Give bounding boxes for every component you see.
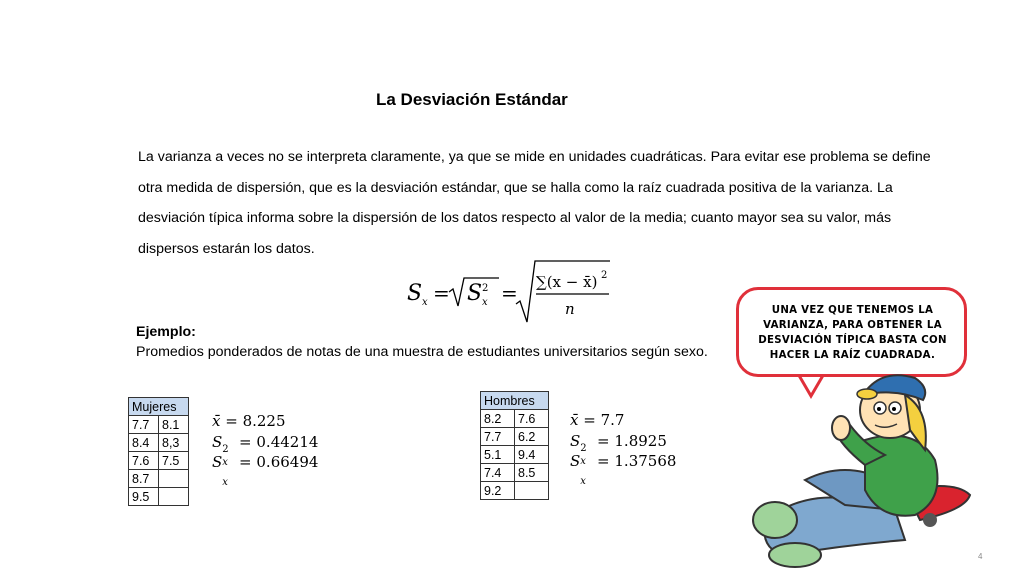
table-cell: 9.4: [515, 446, 549, 464]
women-sd: S x = 0.66494: [212, 453, 319, 488]
women-sd-value: 0.66494: [256, 453, 319, 471]
table-cell: 8.2: [481, 410, 515, 428]
body-paragraph: La varianza a veces no se interpreta claramente, ya que se mide en unidades cuadráticas. Para evitar ese problema se define otra medida de dispersión, que es la desviación estándar, que se halla como la raíz cuadrada positiva de la varianza. La desviación típica informa sobre la dispersión de los datos respecto al valor de la media; cuanto mayor sea su valor, más dispersos estarán los datos.: [138, 149, 931, 257]
table-cell: 8.4: [129, 434, 159, 452]
table-cell: [159, 470, 189, 488]
table-cell: 7.6: [515, 410, 549, 428]
table-cell: 7.4: [481, 464, 515, 482]
formula-eq-1: =: [433, 281, 450, 305]
formula-denominator: n: [565, 300, 575, 318]
table-row: [129, 434, 189, 452]
women-table: [128, 397, 189, 506]
table-row: [481, 464, 549, 482]
formula-eq-2: =: [501, 281, 518, 305]
women-variance: S 2 x = 0.44214: [212, 432, 319, 468]
men-mean-value: 7.7: [600, 411, 625, 429]
table-row: [481, 446, 549, 464]
table-row: [129, 452, 189, 470]
table-cell: 8.1: [159, 416, 189, 434]
table-cell: 8.7: [129, 470, 159, 488]
table-cell: 9.5: [129, 488, 159, 506]
formula-root-sup: 2: [482, 283, 489, 294]
women-variance-value: 0.44214: [256, 432, 319, 451]
table-row: [129, 416, 189, 434]
table-cell: 5.1: [481, 446, 515, 464]
table-row: [129, 488, 189, 506]
cartoon-boy-illustration: [745, 370, 983, 570]
table-cell: [159, 488, 189, 506]
table-cell: 7.7: [129, 416, 159, 434]
table-cell: [515, 482, 549, 500]
table-row: [129, 470, 189, 488]
example-text: Promedios ponderados de notas de una muestra de estudiantes universitarios según sexo.: [136, 344, 708, 360]
slide-number: 4: [978, 552, 983, 561]
table-cell: 7.6: [129, 452, 159, 470]
men-variance: S 2 x = 1.8925: [570, 431, 667, 467]
men-variance-value: 1.8925: [614, 431, 667, 450]
women-table-header: Mujeres: [129, 398, 189, 416]
example-label: Ejemplo:: [136, 324, 196, 340]
men-stats: [570, 410, 677, 487]
men-sd-value: 1.37568: [614, 452, 677, 470]
formula-numerator: ∑(x − x̄): [536, 273, 598, 291]
speech-bubble: [736, 287, 967, 377]
formula-lhs: S: [407, 281, 423, 306]
table-cell: 7.7: [481, 428, 515, 446]
formula-root-sub: x: [482, 297, 488, 308]
sqrt-symbol-outer: [516, 261, 610, 322]
bubble-line: UNA VEZ QUE TENEMOS LA: [771, 305, 934, 316]
table-row: [481, 410, 549, 428]
table-cell: 8,3: [159, 434, 189, 452]
page-title: La Desviación Estándar: [376, 90, 568, 109]
bubble-line: DESVIACIÓN TÍPICA BASTA CON: [758, 335, 947, 346]
table-cell: 8.5: [515, 464, 549, 482]
formula-lhs-sub: x: [422, 297, 428, 308]
formula-numerator-sup: 2: [601, 270, 608, 281]
table-cell: 7.5: [159, 452, 189, 470]
women-stats: [212, 411, 319, 488]
table-cell: 9.2: [481, 482, 515, 500]
men-table-header: Hombres: [481, 392, 549, 410]
women-mean: x̄ = 8.225: [212, 412, 286, 430]
table-row: [481, 428, 549, 446]
bubble-line: HACER LA RAÍZ CUADRADA.: [769, 350, 936, 361]
men-mean: x̄ = 7.7: [570, 411, 625, 429]
men-sd: S x = 1.37568: [570, 452, 677, 487]
formula-root-var: S: [467, 281, 483, 306]
table-row: [481, 482, 549, 500]
bubble-line: VARIANZA, PARA OBTENER LA: [763, 320, 942, 331]
std-dev-formula: [405, 258, 620, 324]
women-mean-value: 8.225: [242, 412, 286, 430]
table-cell: 6.2: [515, 428, 549, 446]
speech-bubble-text: [749, 303, 956, 363]
men-table: [480, 391, 549, 500]
